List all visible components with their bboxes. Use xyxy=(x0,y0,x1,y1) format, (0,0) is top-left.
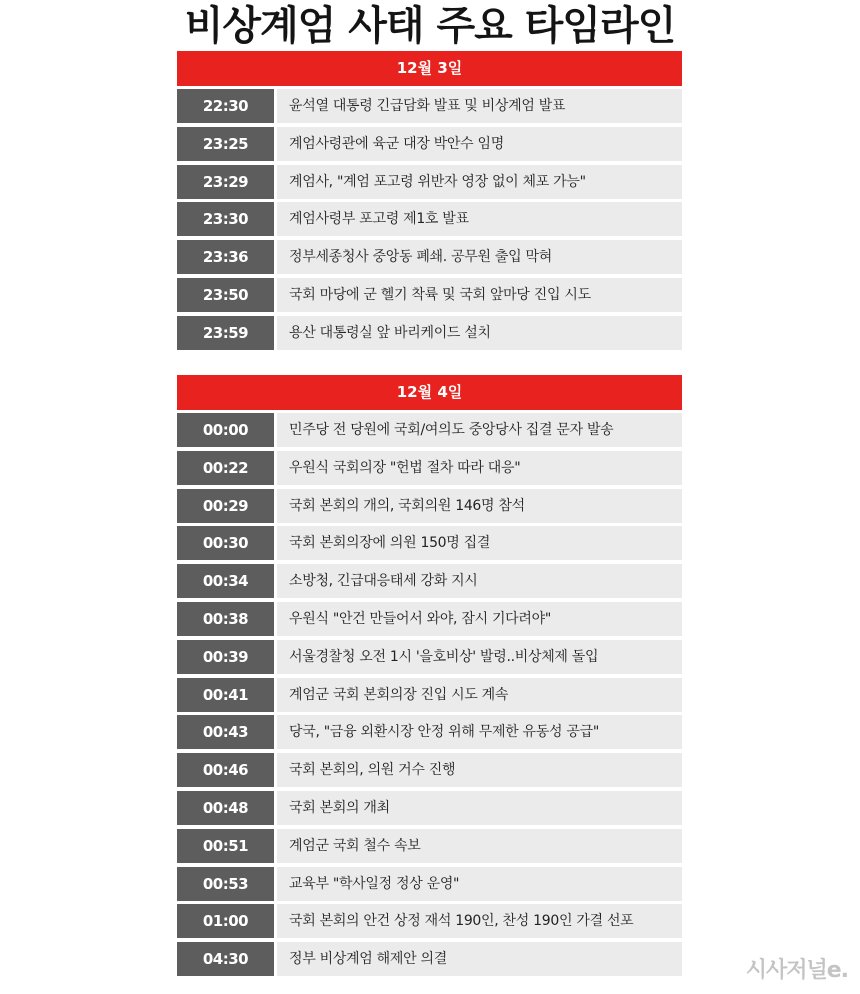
timeline-event: 국회 본회의장에 의원 150명 집결 xyxy=(277,526,682,560)
timeline-event: 계엄군 국회 철수 속보 xyxy=(277,829,682,863)
timeline-time: 00:51 xyxy=(177,829,274,863)
timeline-time: 00:53 xyxy=(177,867,274,901)
timeline-row xyxy=(177,829,682,863)
timeline-event: 계엄사, "계엄 포고령 위반자 영장 없이 체포 가능" xyxy=(277,165,682,199)
timeline-time: 23:36 xyxy=(177,240,274,274)
timeline-event: 정부세종청사 중앙동 폐쇄. 공무원 출입 막혀 xyxy=(277,240,682,274)
timeline-time: 00:46 xyxy=(177,753,274,787)
timeline-event: 용산 대통령실 앞 바리케이드 설치 xyxy=(277,316,682,350)
timeline-time: 00:38 xyxy=(177,602,274,636)
timeline-section-dec4 xyxy=(177,375,682,980)
timeline-row xyxy=(177,89,682,123)
timeline-row xyxy=(177,278,682,312)
timeline-time: 00:34 xyxy=(177,564,274,598)
timeline-time: 00:30 xyxy=(177,526,274,560)
timeline-row xyxy=(177,413,682,447)
timeline-rows xyxy=(177,413,682,976)
timeline-rows xyxy=(177,89,682,350)
timeline-time: 00:29 xyxy=(177,489,274,523)
timeline-event: 계엄군 국회 본회의장 진입 시도 계속 xyxy=(277,678,682,712)
timeline-row xyxy=(177,715,682,749)
timeline-event: 윤석열 대통령 긴급담화 발표 및 비상계엄 발표 xyxy=(277,89,682,123)
timeline-row xyxy=(177,753,682,787)
brand-logo: 시사저널e. xyxy=(745,958,848,983)
timeline-row xyxy=(177,791,682,825)
timeline-row xyxy=(177,451,682,485)
timeline-row xyxy=(177,942,682,976)
timeline-row xyxy=(177,316,682,350)
timeline-row xyxy=(177,602,682,636)
timeline-row xyxy=(177,904,682,938)
timeline-row xyxy=(177,127,682,161)
page-title: 비상계엄 사태 주요 타임라인 xyxy=(184,3,676,49)
timeline-section-dec3 xyxy=(177,51,682,354)
timeline-time: 00:43 xyxy=(177,715,274,749)
timeline-time: 23:30 xyxy=(177,202,274,236)
timeline-event: 국회 본회의, 의원 거수 진행 xyxy=(277,753,682,787)
timeline-time: 00:48 xyxy=(177,791,274,825)
timeline-event: 국회 본회의 안건 상정 재석 190인, 찬성 190인 가결 선포 xyxy=(277,904,682,938)
timeline-event: 국회 본회의 개의, 국회의원 146명 참석 xyxy=(277,489,682,523)
timeline-event: 우원식 국회의장 "헌법 절차 따라 대응" xyxy=(277,451,682,485)
timeline-event: 민주당 전 당원에 국회/여의도 중앙당사 집결 문자 발송 xyxy=(277,413,682,447)
timeline-time: 00:22 xyxy=(177,451,274,485)
timeline-time: 01:00 xyxy=(177,904,274,938)
timeline-time: 23:59 xyxy=(177,316,274,350)
section-header-dec4: 12월 4일 xyxy=(177,375,682,410)
timeline-row xyxy=(177,867,682,901)
timeline-time: 00:41 xyxy=(177,678,274,712)
timeline-row xyxy=(177,489,682,523)
timeline-row xyxy=(177,240,682,274)
timeline-event: 계엄사령관에 육군 대장 박안수 임명 xyxy=(277,127,682,161)
timeline-row xyxy=(177,165,682,199)
timeline-event: 국회 마당에 군 헬기 착륙 및 국회 앞마당 진입 시도 xyxy=(277,278,682,312)
timeline-time: 00:39 xyxy=(177,640,274,674)
timeline-event: 교육부 "학사일정 정상 운영" xyxy=(277,867,682,901)
timeline-time: 23:50 xyxy=(177,278,274,312)
timeline-row xyxy=(177,640,682,674)
timeline-event: 정부 비상계엄 해제안 의결 xyxy=(277,942,682,976)
timeline-event: 계엄사령부 포고령 제1호 발표 xyxy=(277,202,682,236)
timeline-time: 23:25 xyxy=(177,127,274,161)
timeline-time: 23:29 xyxy=(177,165,274,199)
timeline-time: 04:30 xyxy=(177,942,274,976)
timeline-event: 소방청, 긴급대응태세 강화 지시 xyxy=(277,564,682,598)
timeline-row xyxy=(177,526,682,560)
timeline-row xyxy=(177,678,682,712)
timeline-row xyxy=(177,564,682,598)
timeline-time: 22:30 xyxy=(177,89,274,123)
timeline-event: 서울경찰청 오전 1시 '을호비상' 발령..비상체제 돌입 xyxy=(277,640,682,674)
timeline-event: 당국, "금융 외환시장 안정 위해 무제한 유동성 공급" xyxy=(277,715,682,749)
timeline-row xyxy=(177,202,682,236)
timeline-event: 우원식 "안건 만들어서 와야, 잠시 기다려야" xyxy=(277,602,682,636)
timeline-event: 국회 본회의 개최 xyxy=(277,791,682,825)
timeline-time: 00:00 xyxy=(177,413,274,447)
section-header-dec3: 12월 3일 xyxy=(177,51,682,86)
